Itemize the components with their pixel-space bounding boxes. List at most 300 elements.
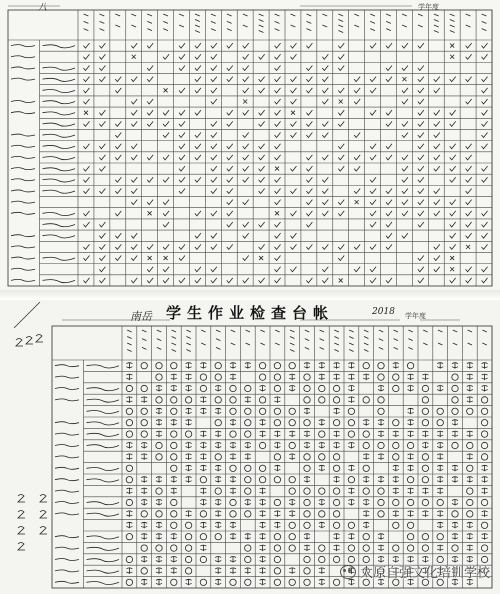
grade-glyph [230,488,236,494]
circle-mark [452,408,458,414]
grade-glyph [378,454,384,460]
circle-mark [141,545,147,551]
grade-glyph [230,557,236,563]
check-mark [227,211,233,216]
check-mark [243,278,249,283]
row-label-glyph [87,445,120,448]
check-mark [450,121,456,126]
check-mark [211,133,217,138]
header-glyph [142,330,146,332]
row-label-glyph [11,45,35,47]
circle-mark [319,556,325,562]
grade-glyph [482,363,488,369]
check-mark [482,110,488,115]
circle-mark [171,522,177,528]
check-mark [115,177,121,182]
grade-glyph [215,557,221,563]
grade-glyph [348,363,354,369]
check-mark [163,177,169,182]
grade-glyph [186,579,192,585]
check-mark [179,88,185,93]
circle-mark [200,579,206,585]
check-mark [434,166,440,171]
check-mark [147,155,153,160]
check-mark [306,188,312,193]
cross-mark [243,100,247,104]
header-glyph [364,350,368,352]
check-mark [434,267,440,272]
grade-glyph [245,568,251,574]
header-glyph [402,25,407,27]
header-glyph [482,29,487,31]
header-glyph [291,14,296,16]
grade-glyph [437,488,443,494]
grade-glyph [171,386,177,392]
header-glyph [131,14,136,16]
bottom-subject-value: 南岳 [130,310,152,323]
header-glyph [246,330,250,332]
row-label-glyph [11,257,35,259]
grade-glyph [319,579,325,585]
check-mark [163,211,169,216]
grade-glyph [452,363,458,369]
circle-mark [156,397,162,403]
check-mark [290,43,296,48]
grade-glyph [186,420,192,426]
grade-glyph [245,363,251,369]
header-glyph [434,14,439,16]
cross-mark [450,267,454,271]
header-glyph [99,14,104,16]
circle-mark [215,534,221,540]
check-mark [402,121,408,126]
check-mark [275,200,281,205]
check-mark [370,188,376,193]
check-mark [227,166,233,171]
check-mark [227,188,233,193]
row-label-glyph [11,134,35,136]
grade-glyph [126,488,132,494]
row-label-glyph [11,67,35,69]
header-glyph [195,20,200,22]
grade-glyph [378,545,384,551]
check-mark [306,88,312,93]
header-glyph [364,343,368,345]
grade-glyph [408,511,414,517]
grade-glyph [156,408,162,414]
circle-mark [185,545,191,551]
header-glyph [246,343,250,345]
check-mark [434,155,440,160]
check-mark [227,244,233,249]
check-mark [211,233,217,238]
circle-mark [393,522,399,528]
circle-mark [422,420,428,426]
check-mark [434,133,440,138]
header-glyph [127,350,131,352]
circle-mark [319,385,325,391]
check-mark [179,155,185,160]
check-mark [115,188,121,193]
grade-glyph [186,477,192,483]
grade-glyph [363,374,369,380]
check-mark [370,77,376,82]
header-glyph [115,25,120,27]
check-mark [163,54,169,59]
check-mark [434,121,440,126]
circle-mark [171,511,177,517]
grade-glyph [334,408,340,414]
header-glyph [370,14,375,16]
circle-mark [259,477,265,483]
circle-mark [363,431,369,437]
circle-mark [467,442,473,448]
header-glyph [349,337,353,339]
check-mark [243,166,249,171]
grade-glyph [348,488,354,494]
circle-mark [171,545,177,551]
check-mark [131,244,137,249]
circle-mark [481,499,487,505]
check-mark [322,278,328,283]
check-mark [115,155,121,160]
grade-glyph [437,443,443,449]
header-glyph [142,339,146,341]
grade-glyph [186,511,192,517]
circle-mark [422,534,428,540]
grade-glyph [378,386,384,392]
header-glyph [243,14,248,16]
check-mark [450,200,456,205]
circle-mark [333,522,339,528]
row-label-glyph [87,513,120,516]
header-glyph [379,330,383,332]
check-mark [306,177,312,182]
grade-glyph [274,397,280,403]
check-mark [179,244,185,249]
check-mark [99,233,105,238]
row-label-glyph [11,112,35,114]
check-mark [322,65,328,70]
grade-glyph [437,431,443,437]
check-mark [338,166,344,171]
check-mark [402,43,408,48]
grade-glyph [200,363,206,369]
check-mark [322,54,328,59]
row-label-glyph [43,134,76,137]
grade-glyph [274,511,280,517]
circle-mark [422,454,428,460]
grade-glyph [141,488,147,494]
check-mark [386,244,392,249]
grade-glyph [186,454,192,460]
header-glyph [379,339,383,341]
check-mark [338,54,344,59]
circle-mark [348,522,354,528]
row-label-glyph [55,422,79,424]
grade-glyph [363,454,369,460]
grade-glyph [230,522,236,528]
check-mark [418,177,424,182]
check-mark [99,222,105,227]
grade-glyph [215,579,221,585]
grade-glyph [200,465,206,471]
side-glyph [40,511,47,519]
header-glyph [195,25,200,27]
circle-mark [378,408,384,414]
check-mark [322,267,328,272]
grade-glyph [171,568,177,574]
header-glyph [275,343,279,345]
circle-mark [333,465,339,471]
circle-mark [422,385,428,391]
circle-mark [185,397,191,403]
circle-mark [407,442,413,448]
header-glyph [259,25,264,27]
grade-glyph [319,465,325,471]
check-mark [386,222,392,227]
cross-mark [275,167,279,171]
circle-mark [304,511,310,517]
circle-mark [304,568,310,574]
circle-mark [185,556,191,562]
check-mark [354,77,360,82]
grade-glyph [393,363,399,369]
header-glyph [216,339,220,341]
check-mark [418,99,424,104]
header-glyph [186,343,190,345]
grade-glyph [215,431,221,437]
check-mark [131,121,137,126]
check-mark [99,267,105,272]
header-glyph [211,14,216,16]
circle-mark [245,431,251,437]
row-label-glyph [11,179,35,181]
check-mark [322,155,328,160]
circle-mark [289,522,295,528]
row-label-glyph [11,145,35,147]
circle-mark [333,454,339,460]
top-grid [0,0,500,290]
grade-glyph [378,420,384,426]
grade-glyph [319,363,325,369]
check-mark [466,222,472,227]
grade-glyph [260,511,266,517]
check-mark [99,65,105,70]
grade-glyph [141,500,147,506]
grade-glyph [200,454,206,460]
grade-glyph [156,431,162,437]
check-mark [163,133,169,138]
header-glyph [84,21,89,23]
check-mark [434,200,440,205]
check-mark [418,211,424,216]
check-mark [482,222,488,227]
check-mark [259,77,265,82]
check-mark [195,211,201,216]
grade-glyph [230,477,236,483]
header-glyph [179,25,184,27]
row-label-glyph [55,388,79,390]
check-mark [259,278,265,283]
circle-mark [363,465,369,471]
check-mark [402,133,408,138]
check-mark [131,99,137,104]
header-glyph [211,21,216,23]
side-notes [16,335,47,551]
circle-mark [230,408,236,414]
circle-mark [171,363,177,369]
grade-glyph [260,522,266,528]
check-mark [370,155,376,160]
grade-glyph [230,443,236,449]
grade-glyph [230,534,236,540]
circle-mark [215,454,221,460]
check-mark [322,77,328,82]
check-mark [482,267,488,272]
circle-mark [467,511,473,517]
grade-glyph [200,443,206,449]
circle-mark [481,431,487,437]
circle-mark [126,385,132,391]
check-mark [163,278,169,283]
check-mark [306,43,312,48]
row-label-glyph [43,157,76,160]
check-mark [147,77,153,82]
check-mark [482,54,488,59]
check-mark [147,267,153,272]
check-mark [466,43,472,48]
circle-mark [289,579,295,585]
circle-mark [363,488,369,494]
check-mark [418,166,424,171]
grade-glyph [126,568,132,574]
cross-mark [84,111,88,115]
header-glyph [322,25,327,27]
check-mark [275,121,281,126]
row-label-glyph [55,547,79,549]
side-glyph [40,527,47,535]
check-mark [115,144,121,149]
check-mark [275,110,281,115]
circle-mark [259,408,265,414]
circle-mark [319,454,325,460]
circle-mark [378,442,384,448]
header-glyph [157,330,161,332]
header-glyph [418,25,423,27]
circle-mark [274,579,280,585]
check-mark [131,278,137,283]
row-label-glyph [43,224,76,227]
row-label-glyph [55,467,79,469]
header-glyph [482,343,486,345]
grade-glyph [289,500,295,506]
header-glyph [466,14,471,16]
grade-glyph [363,522,369,528]
check-mark [338,65,344,70]
grade-glyph [171,488,177,494]
check-mark [482,77,488,82]
check-mark [115,211,121,216]
grade-glyph [348,443,354,449]
check-mark [275,233,281,238]
check-mark [179,166,185,171]
top-school-year-label: 学年度 [418,3,439,11]
row-label-glyph [43,179,76,182]
header-glyph [482,330,486,332]
circle-mark [200,477,206,483]
grade-glyph [363,420,369,426]
header-glyph [163,14,168,16]
row-label-glyph [55,502,79,504]
grade-glyph [156,386,162,392]
header-glyph [127,343,131,345]
check-mark [163,222,169,227]
grade-glyph [274,465,280,471]
circle-mark [141,385,147,391]
circle-mark [185,431,191,437]
circle-mark [304,522,310,528]
header-glyph [163,29,168,31]
circle-mark [171,579,177,585]
row-label-glyph [11,268,35,270]
row-label-glyph [87,399,120,402]
check-mark [322,211,328,216]
check-mark [227,65,233,70]
check-mark [370,278,376,283]
check-mark [322,121,328,126]
check-mark [290,188,296,193]
check-mark [418,65,424,70]
header-glyph [195,31,200,33]
row-label-glyph [11,212,35,214]
header-glyph [423,330,427,332]
circle-mark [407,534,413,540]
header-glyph [147,14,152,16]
grade-glyph [289,386,295,392]
header-glyph [306,14,311,16]
circle-mark [245,579,251,585]
check-mark [131,233,137,238]
circle-mark [230,385,236,391]
check-mark [322,200,328,205]
grade-glyph [200,488,206,494]
cross-mark [164,256,168,260]
check-mark [195,278,201,283]
check-mark [147,244,153,249]
check-mark [370,222,376,227]
header-glyph [290,330,294,332]
check-mark [179,278,185,283]
grade-glyph [156,534,162,540]
circle-mark [407,499,413,505]
check-mark [83,256,89,261]
grade-glyph [304,443,310,449]
check-mark [131,155,137,160]
check-mark [418,88,424,93]
grade-glyph [393,465,399,471]
check-mark [131,177,137,182]
row-label-glyph [43,213,76,216]
circle-mark [126,420,132,426]
row-label-glyph [11,190,35,192]
side-glyph [26,337,33,345]
circle-mark [259,397,265,403]
header-glyph [131,25,136,27]
circle-mark [245,420,251,426]
check-mark [306,200,312,205]
check-mark [243,133,249,138]
